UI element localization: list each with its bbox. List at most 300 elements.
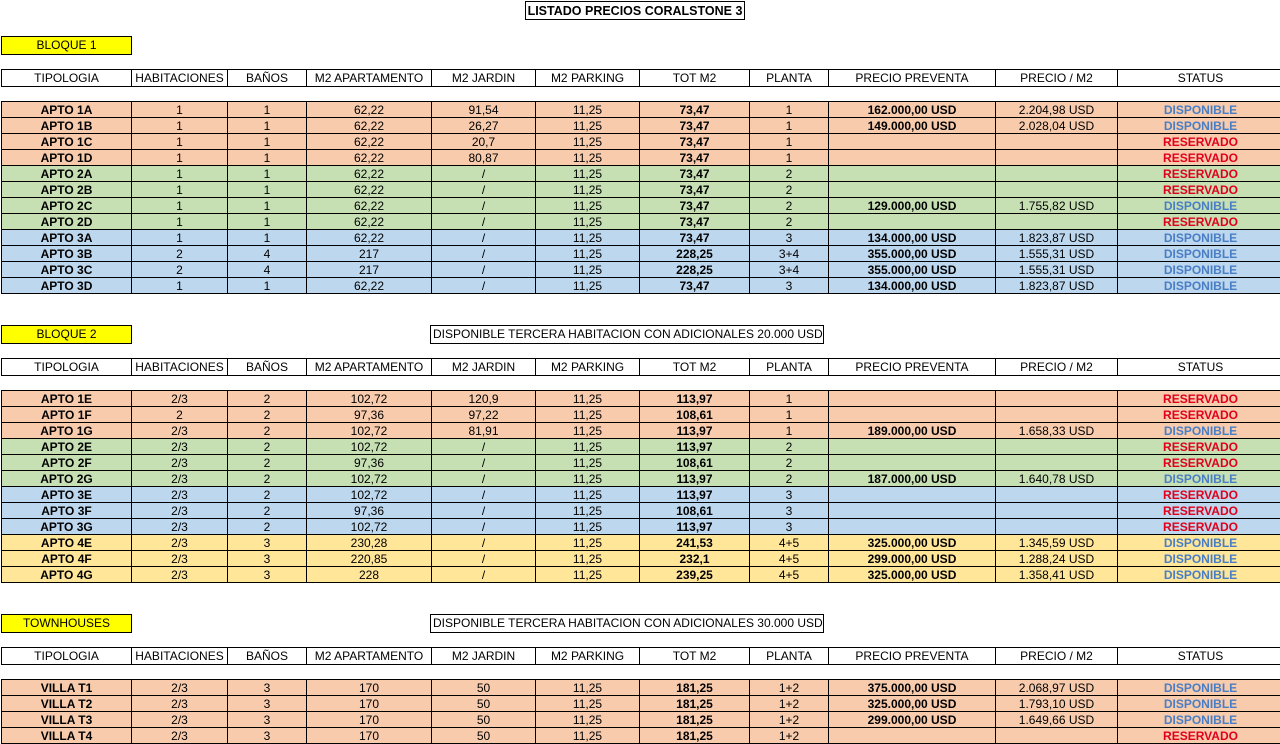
table-cell [996, 391, 1118, 407]
spacer-cell [2, 376, 132, 391]
column-header: M2 PARKING [536, 648, 640, 665]
status-badge: DISPONIBLE [1118, 198, 1280, 214]
table-cell: 91,54 [432, 102, 536, 118]
table-cell: VILLA T1 [2, 680, 132, 696]
column-header: PRECIO / M2 [996, 70, 1118, 87]
table-cell: 73,47 [640, 198, 750, 214]
spacer-cell [1118, 87, 1280, 102]
table-cell: 299.000,00 USD [829, 712, 996, 728]
table-cell: 97,22 [432, 407, 536, 423]
table-cell [996, 519, 1118, 535]
table-row [2, 471, 1280, 487]
table-cell: 11,25 [536, 712, 640, 728]
table-cell [996, 166, 1118, 182]
table-cell: 2 [750, 182, 829, 198]
table-cell: 11,25 [536, 150, 640, 166]
table-cell: 50 [432, 680, 536, 696]
table-cell: 2 [750, 166, 829, 182]
table-cell: 11,25 [536, 391, 640, 407]
table-cell [996, 134, 1118, 150]
table-cell: 1.555,31 USD [996, 262, 1118, 278]
table-cell [996, 214, 1118, 230]
table-cell: APTO 1G [2, 423, 132, 439]
table-cell: 81,91 [432, 423, 536, 439]
table-cell: 1 [132, 198, 228, 214]
spacer-row [2, 87, 1280, 102]
table-cell: 1.823,87 USD [996, 278, 1118, 294]
table-cell: APTO 3F [2, 503, 132, 519]
table-cell: APTO 2F [2, 455, 132, 471]
table-cell [996, 728, 1118, 744]
spacer-cell [640, 87, 750, 102]
column-header: BAÑOS [228, 648, 307, 665]
table-cell [829, 182, 996, 198]
table-cell: 2/3 [132, 551, 228, 567]
table-cell: 2 [132, 246, 228, 262]
table-cell: 2/3 [132, 680, 228, 696]
table-cell: 3+4 [750, 262, 829, 278]
status-badge: RESERVADO [1118, 519, 1280, 535]
table-cell: 228,25 [640, 246, 750, 262]
table-cell: 3 [750, 519, 829, 535]
table-cell [996, 439, 1118, 455]
table-cell: / [432, 519, 536, 535]
table-cell: 187.000,00 USD [829, 471, 996, 487]
table-cell: 73,47 [640, 134, 750, 150]
table-cell: 3 [750, 278, 829, 294]
column-header: M2 APARTAMENTO [307, 70, 432, 87]
table-cell: 1 [750, 150, 829, 166]
spacer-row [2, 376, 1280, 391]
table-cell: / [432, 487, 536, 503]
table-cell: 1 [750, 391, 829, 407]
table-cell: APTO 2D [2, 214, 132, 230]
table-cell [829, 439, 996, 455]
column-header: M2 JARDIN [432, 70, 536, 87]
table-cell: 3 [228, 680, 307, 696]
page-title: LISTADO PRECIOS CORALSTONE 3 [525, 1, 745, 20]
table-cell: 62,22 [307, 166, 432, 182]
table-row [2, 535, 1280, 551]
table-cell: 73,47 [640, 118, 750, 134]
table-cell [829, 487, 996, 503]
table-cell: 62,22 [307, 230, 432, 246]
table-cell: 181,25 [640, 680, 750, 696]
table-cell: 2/3 [132, 567, 228, 583]
table-cell: 1 [132, 134, 228, 150]
table-row [2, 551, 1280, 567]
table-cell: 62,22 [307, 118, 432, 134]
table-cell: 11,25 [536, 567, 640, 583]
table-cell: 62,22 [307, 102, 432, 118]
table-cell: 11,25 [536, 535, 640, 551]
table-cell: 1+2 [750, 696, 829, 712]
table-cell: 4+5 [750, 551, 829, 567]
table-row [2, 712, 1280, 728]
table-cell: 120,9 [432, 391, 536, 407]
table-cell [996, 150, 1118, 166]
table-cell: VILLA T2 [2, 696, 132, 712]
table-cell: 73,47 [640, 278, 750, 294]
table-cell: 11,25 [536, 102, 640, 118]
table-cell: 102,72 [307, 519, 432, 535]
table-cell: 1 [132, 230, 228, 246]
table-cell: 1 [228, 166, 307, 182]
table-cell: 134.000,00 USD [829, 278, 996, 294]
table-row [2, 118, 1280, 134]
table-cell: 50 [432, 696, 536, 712]
table-cell: 325.000,00 USD [829, 696, 996, 712]
status-badge: RESERVADO [1118, 455, 1280, 471]
column-header: M2 PARKING [536, 359, 640, 376]
table-cell: 108,61 [640, 503, 750, 519]
table-cell: APTO 1E [2, 391, 132, 407]
spacer-cell [536, 376, 640, 391]
table-cell: 1.755,82 USD [996, 198, 1118, 214]
table-cell: 170 [307, 680, 432, 696]
table-cell: 11,25 [536, 246, 640, 262]
table-cell: 3 [228, 535, 307, 551]
table-cell: APTO 1D [2, 150, 132, 166]
spacer-cell [307, 376, 432, 391]
table-cell: 228,25 [640, 262, 750, 278]
table-cell: APTO 3B [2, 246, 132, 262]
table-cell: 73,47 [640, 214, 750, 230]
status-badge: RESERVADO [1118, 182, 1280, 198]
table-cell: 102,72 [307, 391, 432, 407]
table-cell: 181,25 [640, 728, 750, 744]
table-cell: 2/3 [132, 391, 228, 407]
table-cell: APTO 2B [2, 182, 132, 198]
table-row [2, 150, 1280, 166]
table-cell: 1.793,10 USD [996, 696, 1118, 712]
table-cell: 62,22 [307, 214, 432, 230]
table-cell: 62,22 [307, 198, 432, 214]
table-cell: 2 [228, 455, 307, 471]
table-row [2, 680, 1280, 696]
table-cell: 149.000,00 USD [829, 118, 996, 134]
table-cell: 62,22 [307, 150, 432, 166]
spacer-cell [536, 87, 640, 102]
table-cell: 2/3 [132, 728, 228, 744]
table-row [2, 182, 1280, 198]
table-cell: 355.000,00 USD [829, 262, 996, 278]
table-cell: 97,36 [307, 407, 432, 423]
table-cell: 11,25 [536, 278, 640, 294]
table-cell: APTO 4F [2, 551, 132, 567]
table-cell [829, 150, 996, 166]
table-cell: 11,25 [536, 471, 640, 487]
table-cell: / [432, 230, 536, 246]
table-cell: 1.555,31 USD [996, 246, 1118, 262]
table-cell: 11,25 [536, 487, 640, 503]
table-row [2, 407, 1280, 423]
table-cell: / [432, 246, 536, 262]
table-cell: 4+5 [750, 535, 829, 551]
table-cell: 97,36 [307, 503, 432, 519]
status-badge: DISPONIBLE [1118, 230, 1280, 246]
table-cell [829, 407, 996, 423]
column-header: TOT M2 [640, 70, 750, 87]
spacer-cell [132, 87, 228, 102]
table-cell: / [432, 166, 536, 182]
table-cell: 4 [228, 262, 307, 278]
table-cell: APTO 1F [2, 407, 132, 423]
spacer-cell [228, 87, 307, 102]
table-row [2, 455, 1280, 471]
table-cell: 1.649,66 USD [996, 712, 1118, 728]
table-cell: 102,72 [307, 439, 432, 455]
table-row [2, 519, 1280, 535]
status-badge: DISPONIBLE [1118, 278, 1280, 294]
status-badge: RESERVADO [1118, 166, 1280, 182]
column-header: STATUS [1118, 70, 1280, 87]
table-cell: 1 [132, 102, 228, 118]
table-cell: 73,47 [640, 166, 750, 182]
table-row [2, 503, 1280, 519]
column-header: M2 JARDIN [432, 359, 536, 376]
table-cell [829, 214, 996, 230]
table-cell: 3 [750, 230, 829, 246]
spacer-cell [996, 665, 1118, 680]
table-cell: 2 [132, 407, 228, 423]
status-badge: DISPONIBLE [1118, 535, 1280, 551]
spacer-cell [536, 665, 640, 680]
table-row [2, 166, 1280, 182]
table-row [2, 102, 1280, 118]
price-table [1, 358, 1280, 583]
table-cell: 97,36 [307, 455, 432, 471]
table-cell: APTO 2E [2, 439, 132, 455]
table-cell: 3 [228, 567, 307, 583]
status-badge: RESERVADO [1118, 391, 1280, 407]
table-cell: 113,97 [640, 519, 750, 535]
table-cell: / [432, 471, 536, 487]
table-cell: 1.345,59 USD [996, 535, 1118, 551]
table-cell: 3 [228, 712, 307, 728]
table-cell: 3 [228, 728, 307, 744]
table-row [2, 728, 1280, 744]
table-cell [996, 455, 1118, 471]
column-header: TIPOLOGIA [2, 648, 132, 665]
status-badge: DISPONIBLE [1118, 567, 1280, 583]
table-cell: APTO 3G [2, 519, 132, 535]
table-cell: 113,97 [640, 471, 750, 487]
table-header-row [2, 70, 1280, 87]
table-row [2, 134, 1280, 150]
table-cell: 20,7 [432, 134, 536, 150]
table-cell: 1 [750, 118, 829, 134]
table-cell: 11,25 [536, 439, 640, 455]
spacer-cell [750, 376, 829, 391]
table-cell: 299.000,00 USD [829, 551, 996, 567]
table-cell: APTO 3A [2, 230, 132, 246]
table-cell: 2 [228, 423, 307, 439]
table-cell: 11,25 [536, 503, 640, 519]
table-cell: 2.028,04 USD [996, 118, 1118, 134]
column-header: HABITACIONES [132, 648, 228, 665]
table-cell: 241,53 [640, 535, 750, 551]
table-cell: 11,25 [536, 519, 640, 535]
table-cell: / [432, 455, 536, 471]
table-cell: 62,22 [307, 134, 432, 150]
spacer-cell [1118, 376, 1280, 391]
spacer-cell [750, 87, 829, 102]
table-cell: 2 [228, 407, 307, 423]
table-cell: 239,25 [640, 567, 750, 583]
table-cell: 170 [307, 728, 432, 744]
table-cell: VILLA T3 [2, 712, 132, 728]
table-cell: 113,97 [640, 439, 750, 455]
table-cell: 62,22 [307, 182, 432, 198]
table-cell: APTO 4E [2, 535, 132, 551]
table-row [2, 214, 1280, 230]
spacer-cell [228, 376, 307, 391]
status-badge: DISPONIBLE [1118, 551, 1280, 567]
column-header: PRECIO / M2 [996, 648, 1118, 665]
status-badge: DISPONIBLE [1118, 246, 1280, 262]
table-cell: 2 [228, 487, 307, 503]
column-header: BAÑOS [228, 359, 307, 376]
table-cell: 1 [750, 102, 829, 118]
table-cell: 73,47 [640, 182, 750, 198]
table-cell: 2 [750, 214, 829, 230]
spacer-cell [228, 665, 307, 680]
table-cell: VILLA T4 [2, 728, 132, 744]
table-cell: 2/3 [132, 519, 228, 535]
status-badge: RESERVADO [1118, 214, 1280, 230]
spacer-cell [829, 665, 996, 680]
table-cell: / [432, 198, 536, 214]
table-cell: 2 [228, 471, 307, 487]
table-cell: 1 [132, 278, 228, 294]
table-cell [996, 182, 1118, 198]
table-cell: / [432, 551, 536, 567]
table-cell: 11,25 [536, 423, 640, 439]
table-cell: 26,27 [432, 118, 536, 134]
section-note: DISPONIBLE TERCERA HABITACION CON ADICIONALES 30.000 USD [430, 614, 824, 633]
table-cell [996, 503, 1118, 519]
column-header: M2 PARKING [536, 70, 640, 87]
table-cell: 2/3 [132, 696, 228, 712]
table-cell: 2 [228, 439, 307, 455]
spacer-cell [432, 87, 536, 102]
table-cell [829, 166, 996, 182]
spacer-cell [307, 87, 432, 102]
price-table [1, 69, 1280, 294]
table-cell: / [432, 214, 536, 230]
table-cell: 113,97 [640, 391, 750, 407]
table-cell: 11,25 [536, 680, 640, 696]
table-cell: 2.068,97 USD [996, 680, 1118, 696]
status-badge: RESERVADO [1118, 134, 1280, 150]
table-cell: 50 [432, 712, 536, 728]
table-cell [996, 407, 1118, 423]
table-cell: 113,97 [640, 423, 750, 439]
table-cell: 11,25 [536, 198, 640, 214]
status-badge: DISPONIBLE [1118, 118, 1280, 134]
table-cell: 102,72 [307, 471, 432, 487]
table-cell: 2/3 [132, 455, 228, 471]
spacer-cell [640, 376, 750, 391]
table-cell: / [432, 182, 536, 198]
table-cell: 11,25 [536, 407, 640, 423]
section-label: TOWNHOUSES [1, 614, 132, 633]
column-header: M2 APARTAMENTO [307, 648, 432, 665]
table-cell: APTO 3C [2, 262, 132, 278]
column-header: PRECIO PREVENTA [829, 648, 996, 665]
column-header: PRECIO PREVENTA [829, 70, 996, 87]
column-header: TOT M2 [640, 648, 750, 665]
table-cell: 1.358,41 USD [996, 567, 1118, 583]
table-cell: 1 [750, 423, 829, 439]
table-cell: 220,85 [307, 551, 432, 567]
status-badge: DISPONIBLE [1118, 696, 1280, 712]
column-header: M2 JARDIN [432, 648, 536, 665]
table-cell: 3 [750, 487, 829, 503]
column-header: PRECIO / M2 [996, 359, 1118, 376]
spacer-cell [829, 87, 996, 102]
table-cell: APTO 1A [2, 102, 132, 118]
table-cell: APTO 3E [2, 487, 132, 503]
table-cell: 217 [307, 246, 432, 262]
column-header: BAÑOS [228, 70, 307, 87]
status-badge: RESERVADO [1118, 503, 1280, 519]
spacer-cell [132, 376, 228, 391]
table-cell: 181,25 [640, 712, 750, 728]
table-cell: 1+2 [750, 680, 829, 696]
section-label: BLOQUE 2 [1, 325, 132, 344]
table-cell: 2/3 [132, 712, 228, 728]
table-cell: 2.204,98 USD [996, 102, 1118, 118]
table-cell: 1 [228, 230, 307, 246]
column-header: TOT M2 [640, 359, 750, 376]
table-cell: / [432, 262, 536, 278]
column-header: PLANTA [750, 359, 829, 376]
spacer-cell [132, 665, 228, 680]
table-cell: / [432, 503, 536, 519]
spacer-cell [829, 376, 996, 391]
table-cell: 375.000,00 USD [829, 680, 996, 696]
table-cell: APTO 2G [2, 471, 132, 487]
spacer-cell [2, 87, 132, 102]
table-cell: 2 [228, 519, 307, 535]
table-cell: 1 [228, 134, 307, 150]
table-cell: 11,25 [536, 455, 640, 471]
table-cell: 170 [307, 696, 432, 712]
table-cell [829, 455, 996, 471]
status-badge: DISPONIBLE [1118, 471, 1280, 487]
table-row [2, 198, 1280, 214]
table-cell: 1 [132, 150, 228, 166]
table-cell: APTO 2C [2, 198, 132, 214]
table-cell: 11,25 [536, 134, 640, 150]
status-badge: RESERVADO [1118, 487, 1280, 503]
table-cell: 1 [228, 278, 307, 294]
table-cell: 62,22 [307, 278, 432, 294]
column-header: STATUS [1118, 648, 1280, 665]
table-row [2, 278, 1280, 294]
table-cell: 113,97 [640, 487, 750, 503]
table-cell: 73,47 [640, 230, 750, 246]
table-cell: 3 [228, 551, 307, 567]
section-label: BLOQUE 1 [1, 36, 132, 55]
column-header: PLANTA [750, 648, 829, 665]
table-cell: 1.288,24 USD [996, 551, 1118, 567]
spacer-cell [2, 665, 132, 680]
status-badge: RESERVADO [1118, 728, 1280, 744]
table-cell: 129.000,00 USD [829, 198, 996, 214]
